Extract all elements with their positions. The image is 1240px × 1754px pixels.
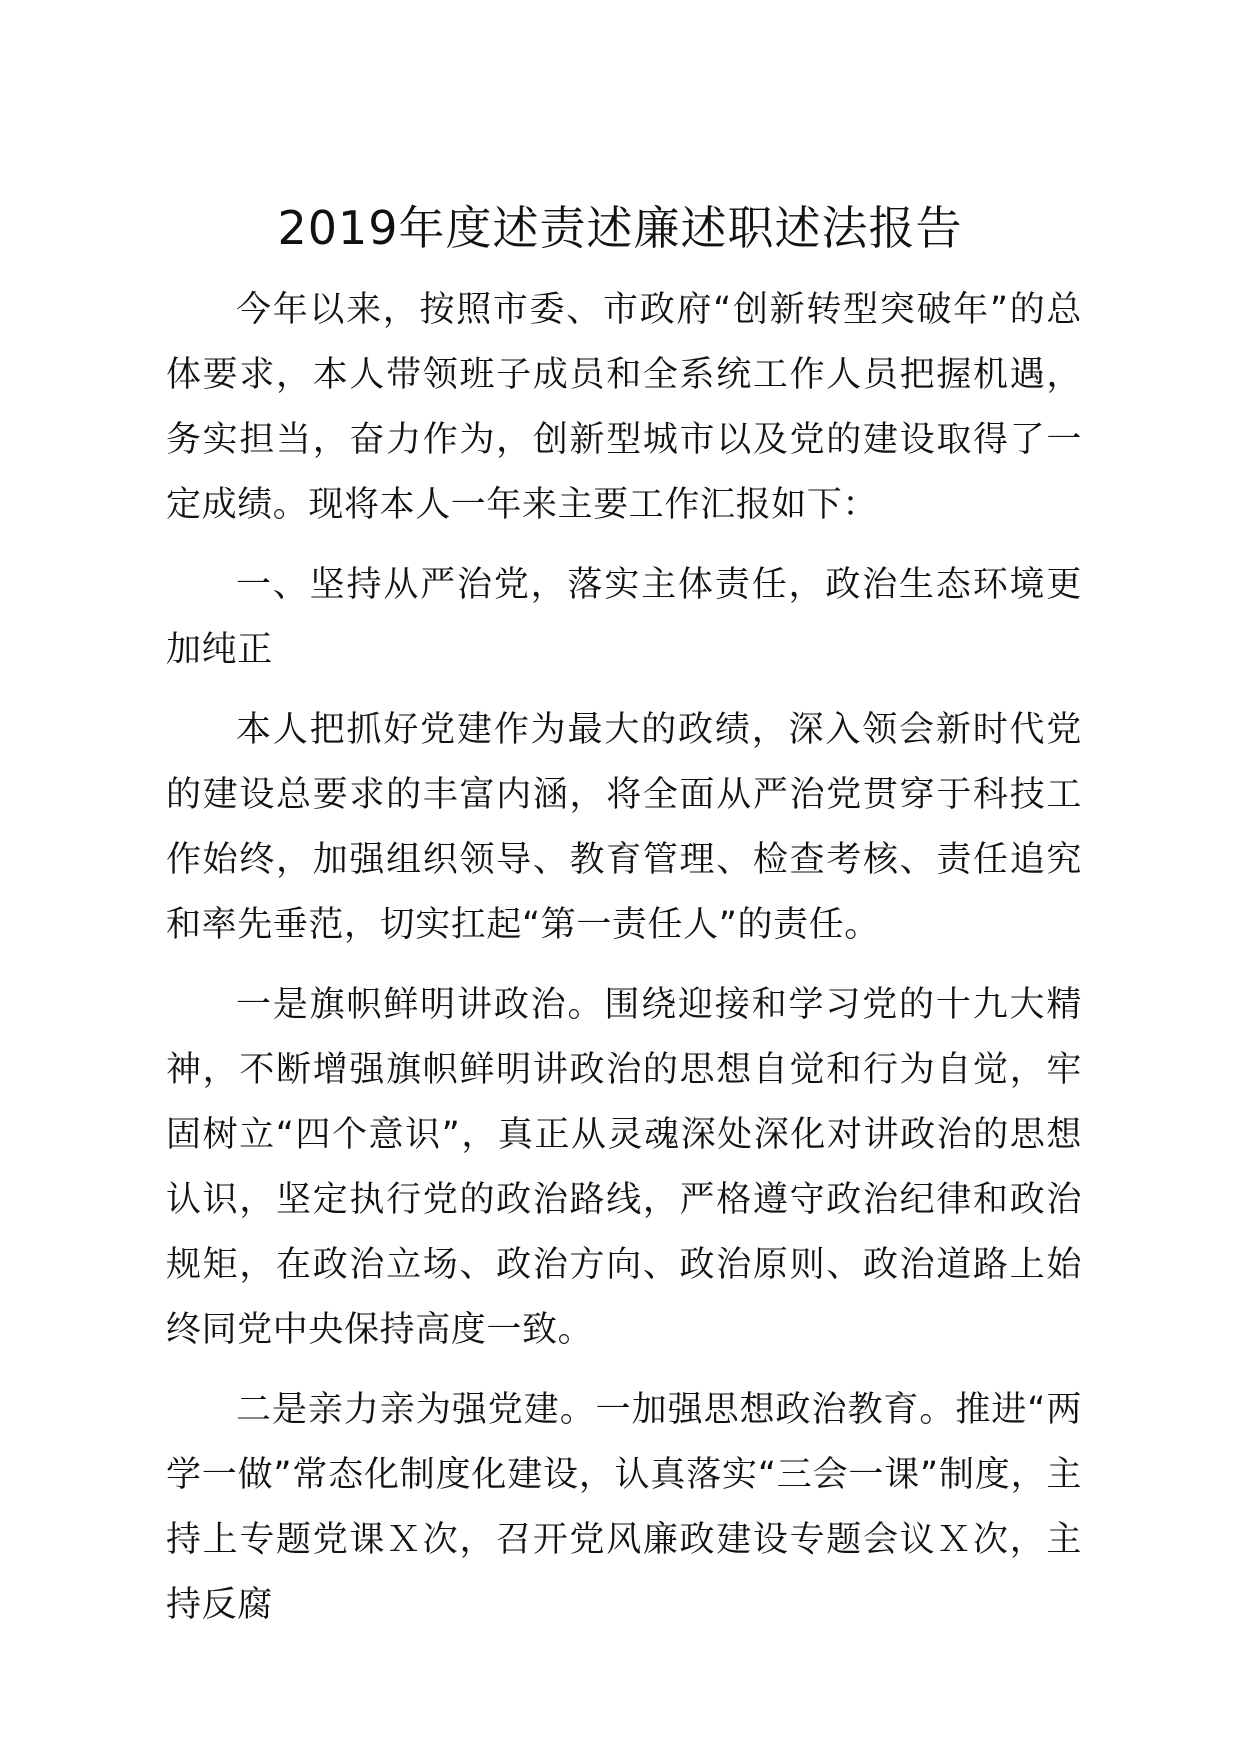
- point-one-paragraph: 一是旗帜鲜明讲政治。围绕迎接和学习党的十九大精神，不断增强旗帜鲜明讲政治的思想自觉和行为自觉，牢固树立“四个意识”，真正从灵魂深处深化对讲政治的思想认识，坚定执行党的政治路线，严格遵守政治纪律和政治规矩，在政治立场、政治方向、政治原则、政治道路上始终同党中央保持高度一致。: [166, 985, 1082, 1350]
- document-title: 2019年度述责述廉述职述法报告: [277, 201, 963, 255]
- section-paragraph: 本人把抓好党建作为最大的政绩，深入领会新时代党的建设总要求的丰富内涵，将全面从严治党贯穿于科技工作始终，加强组织领导、教育管理、检查考核、责任追究和率先垂范，切实扛起“第一责任人”的责任。: [166, 710, 1082, 945]
- section-heading: 一、坚持从严治党，落实主体责任，政治生态环境更加纯正: [166, 565, 1082, 670]
- point-two-paragraph: 二是亲力亲为强党建。一加强思想政治教育。推进“两学一做”常态化制度化建设，认真落实“三会一课”制度，主持上专题党课Ｘ次，召开党风廉政建设专题会议Ｘ次，主持反腐: [166, 1390, 1082, 1625]
- document-body: [166, 278, 1082, 1653]
- intro-paragraph: 今年以来，按照市委、市政府“创新转型突破年”的总体要求，本人带领班子成员和全系统工作人员把握机遇，务实担当，奋力作为，创新型城市以及党的建设取得了一定成绩。现将本人一年来主要工作汇报如下：: [166, 290, 1082, 525]
